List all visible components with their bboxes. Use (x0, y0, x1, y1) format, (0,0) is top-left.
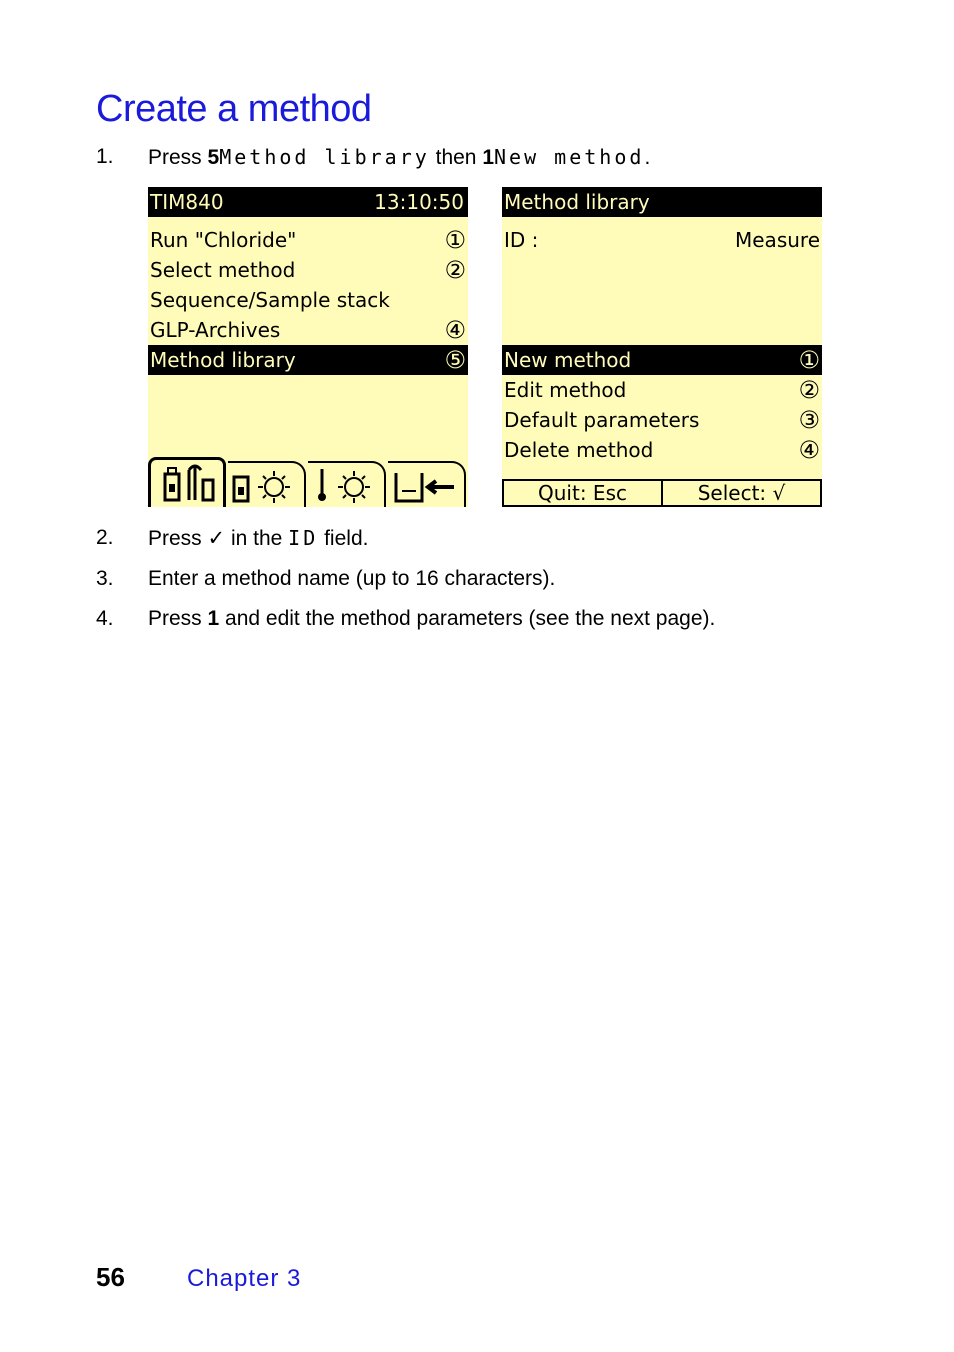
step-text: . (644, 146, 651, 169)
bottle-sun-icon (228, 463, 302, 507)
key-3-icon: ③ (798, 406, 820, 434)
key-1: 1 (482, 146, 495, 169)
screen-title: Method library (504, 190, 650, 214)
step-text: then (429, 146, 483, 169)
menu-item-default-parameters[interactable]: Default parameters ③ (504, 406, 820, 434)
key-5: 5 (207, 146, 220, 169)
lcd-main-menu (148, 187, 468, 507)
beaker-arrow-icon (388, 463, 462, 507)
key-1-icon: ① (444, 226, 466, 254)
step-number: 4. (96, 607, 114, 630)
menu-item-run[interactable]: Run "Chloride" ① (150, 226, 466, 254)
id-field[interactable] (502, 225, 822, 255)
field-id: ID (288, 526, 319, 550)
device-name: TIM840 (150, 190, 224, 214)
step-number: 2. (96, 526, 114, 549)
key-2-icon: ② (444, 256, 466, 284)
clock: 13:10:50 (374, 190, 464, 214)
page-number: 56 (96, 1262, 125, 1292)
menu-item-sequence[interactable]: Sequence/Sample stack (150, 288, 390, 312)
tab-titration[interactable] (148, 457, 226, 507)
id-value: Measure (735, 228, 820, 252)
key-1-icon: ① (798, 346, 820, 374)
menu-item-delete-method[interactable]: Delete method ④ (504, 436, 820, 464)
step-text: Press (148, 146, 208, 169)
menu-item-new-method[interactable]: New method ① (504, 346, 820, 374)
key-5-icon: ⑤ (444, 346, 466, 374)
menu-method-library: Method library (219, 145, 430, 169)
tab-beaker[interactable] (388, 461, 466, 507)
bottle-burette-icon (151, 460, 225, 506)
key-2-icon: ② (798, 376, 820, 404)
softkey-bar (502, 479, 822, 507)
mode-tabs (148, 455, 468, 507)
step-number: 3. (96, 567, 114, 590)
menu-item-select-method[interactable]: Select method ② (150, 256, 466, 284)
menu-item-edit-method[interactable]: Edit method ② (504, 376, 820, 404)
key-4-icon: ④ (444, 316, 466, 344)
step-number: 1. (96, 145, 114, 168)
lcd-header (148, 187, 468, 217)
id-label: ID : (504, 228, 539, 252)
page-title: Create a method (96, 88, 372, 130)
menu-new-method: New method (494, 145, 645, 169)
select-softkey[interactable]: Select: √ (663, 479, 822, 507)
chapter-label: Chapter 3 (187, 1265, 302, 1292)
menu-item-method-library[interactable]: Method library ⑤ (150, 346, 466, 374)
check-key-icon: ✓ (207, 527, 226, 550)
thermometer-sun-icon (308, 463, 382, 507)
key-1: 1 (207, 607, 220, 630)
lcd-header (502, 187, 822, 217)
lcd-method-library (502, 187, 822, 507)
key-4-icon: ④ (798, 436, 820, 464)
quit-softkey[interactable]: Quit: Esc (502, 479, 663, 507)
step-text: Enter a method name (up to 16 characters). (148, 567, 556, 590)
menu-item-glp-archives[interactable]: GLP-Archives ④ (150, 316, 466, 344)
tab-calibration[interactable] (228, 461, 306, 507)
tab-temperature[interactable] (308, 461, 386, 507)
